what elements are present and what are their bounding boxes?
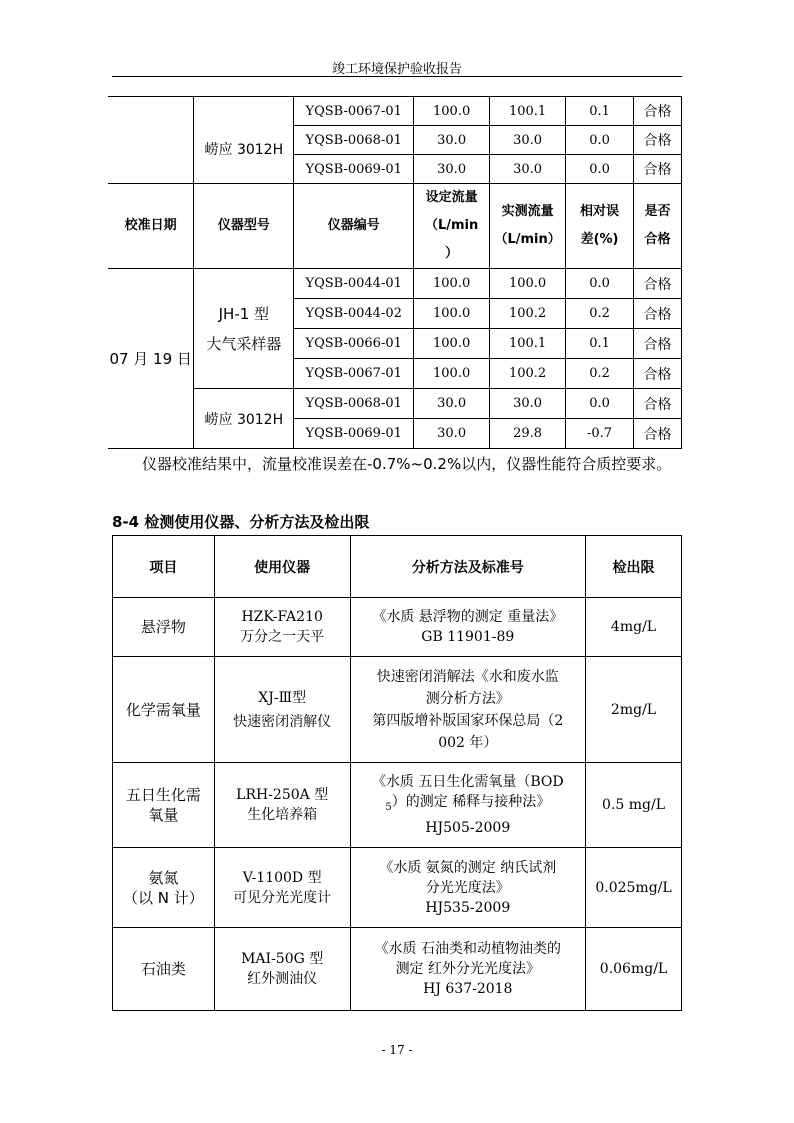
header-item: 项目 (113, 536, 215, 598)
measured-flow-cell: 29.8 (490, 419, 566, 449)
header-error-line: 差(%) (580, 232, 619, 247)
item-text: 氨氮 (148, 868, 179, 887)
header-model: 仪器型号 (194, 184, 294, 269)
method-line: 测定 红外分光光度法》 (395, 961, 541, 977)
number-cell: YQSB-0068-01 (294, 389, 414, 419)
section-heading: 8-4 检测使用仪器、分析方法及检出限 (112, 513, 370, 531)
method-line: GB 11901-89 (421, 629, 515, 645)
method-line: HJ 637-2018 (423, 981, 513, 997)
model-cell (194, 269, 294, 389)
item-cell (113, 763, 215, 848)
date-cell (108, 97, 194, 184)
calibration-table (108, 96, 682, 449)
table-row (108, 389, 682, 419)
header-method: 分析方法及标准号 (350, 536, 585, 598)
table-row (113, 657, 682, 763)
measured-flow-cell: 100.2 (490, 359, 566, 389)
method-line: 002 年） (438, 734, 498, 751)
model-cell: 崂应 3012H (194, 389, 294, 449)
page-number: - 17 - (381, 1043, 413, 1057)
method-line: HJ505-2009 (425, 819, 511, 836)
number-cell: YQSB-0066-01 (294, 329, 414, 359)
instrument-cell (214, 928, 350, 1011)
result-cell: 合格 (634, 269, 682, 299)
table-row (113, 848, 682, 928)
error-cell: 0.2 (566, 359, 634, 389)
error-cell: 0.0 (566, 126, 634, 155)
model-cell: 崂应 3012H (194, 97, 294, 184)
header-measured-flow-line: 实测流量 (501, 204, 554, 219)
method-cell (350, 763, 585, 848)
error-cell: 0.1 (566, 329, 634, 359)
header-error (566, 184, 634, 269)
measured-flow-cell: 100.1 (490, 97, 566, 126)
methods-table (112, 535, 682, 1011)
set-flow-cell: 30.0 (414, 155, 490, 184)
header-result (634, 184, 682, 269)
item-text: 五日生化需 (125, 786, 201, 804)
instrument-model: V-1100D 型 (242, 869, 322, 886)
header-measured-flow-line: （L/min） (494, 232, 561, 247)
result-cell: 合格 (634, 359, 682, 389)
table-header-row (113, 536, 682, 598)
header-set-flow-line: 设定流量 (425, 190, 478, 205)
model-line: JH-1 型 (218, 304, 270, 323)
table-header-row (108, 184, 682, 269)
header-result-line: 是否 (644, 204, 671, 219)
header-date: 校准日期 (108, 184, 194, 269)
instrument-cell (214, 598, 350, 657)
number-cell: YQSB-0069-01 (294, 419, 414, 449)
result-cell: 合格 (634, 329, 682, 359)
item-text: （以 N 计） (123, 888, 204, 907)
method-line: 《水质 悬浮物的测定 重量法》 (372, 609, 564, 625)
error-cell: 0.0 (566, 155, 634, 184)
result-cell: 合格 (634, 155, 682, 184)
item-text: 氧量 (148, 806, 179, 824)
item-text: 悬浮物 (140, 618, 186, 636)
result-cell: 合格 (634, 299, 682, 329)
instrument-name: 快速密闭消解仪 (233, 713, 332, 730)
limit-cell: 0.06mg/L (586, 928, 682, 1011)
header-limit: 检出限 (586, 536, 682, 598)
instrument-cell (214, 848, 350, 928)
table-row (108, 97, 682, 126)
method-line: 《水质 石油类和动植物油类的 (374, 941, 562, 957)
header-measured-flow (490, 184, 566, 269)
instrument-name: 万分之一天平 (240, 629, 325, 645)
method-line: 测分析方法》 (425, 690, 510, 707)
method-line: 快速密闭消解法《水和废水监 (376, 668, 559, 685)
limit-cell: 0.025mg/L (586, 848, 682, 928)
model-line: 大气采样器 (206, 334, 282, 353)
table-row (113, 598, 682, 657)
set-flow-cell: 100.0 (414, 329, 490, 359)
measured-flow-cell: 30.0 (490, 155, 566, 184)
limit-cell: 0.5 mg/L (586, 763, 682, 848)
number-cell: YQSB-0067-01 (294, 97, 414, 126)
table-row (113, 928, 682, 1011)
table-row (113, 763, 682, 848)
instrument-cell (214, 763, 350, 848)
measured-flow-cell: 30.0 (490, 126, 566, 155)
set-flow-cell: 100.0 (414, 97, 490, 126)
error-cell: 0.2 (566, 299, 634, 329)
error-cell: 0.0 (566, 269, 634, 299)
set-flow-cell: 100.0 (414, 269, 490, 299)
header-set-flow (414, 184, 490, 269)
method-line: 《水质 五日生化需氧量（BOD (371, 774, 564, 791)
set-flow-cell: 30.0 (414, 126, 490, 155)
header-result-line: 合格 (644, 232, 671, 247)
set-flow-cell: 30.0 (414, 419, 490, 449)
calibration-summary: 仪器校准结果中，流量校准误差在-0.7%~0.2%以内，仪器性能符合质控要求。 (142, 455, 672, 473)
header-set-flow-line: （L/min (424, 218, 479, 233)
limit-cell: 4mg/L (586, 598, 682, 657)
limit-cell: 2mg/L (586, 657, 682, 763)
error-cell: 0.1 (566, 97, 634, 126)
instrument-model: HZK-FA210 (241, 609, 323, 625)
item-text: 石油类 (140, 960, 186, 978)
set-flow-cell: 30.0 (414, 389, 490, 419)
set-flow-cell: 100.0 (414, 299, 490, 329)
header-divider (112, 76, 682, 77)
result-cell: 合格 (634, 389, 682, 419)
page-header: 竣工环境保护验收报告 (331, 62, 462, 77)
instrument-name: 红外测油仪 (247, 971, 318, 987)
number-cell: YQSB-0068-01 (294, 126, 414, 155)
header-instrument: 使用仪器 (214, 536, 350, 598)
set-flow-cell: 100.0 (414, 359, 490, 389)
method-line: 《水质 氨氮的测定 纳氏试剂 (379, 859, 557, 876)
method-text: ）的测定 稀释与接种法》 (391, 794, 551, 811)
method-line: 第四版增补版国家环保总局（2 (372, 712, 564, 729)
error-cell: 0.0 (566, 389, 634, 419)
instrument-model: MAI-50G 型 (241, 951, 324, 967)
measured-flow-cell: 100.1 (490, 329, 566, 359)
method-cell (350, 928, 585, 1011)
measured-flow-cell: 100.0 (490, 269, 566, 299)
number-cell: YQSB-0069-01 (294, 155, 414, 184)
instrument-name: 生化培养箱 (247, 807, 318, 823)
item-text: 化学需氧量 (125, 700, 201, 719)
item-cell (113, 928, 215, 1011)
number-cell: YQSB-0067-01 (294, 359, 414, 389)
number-cell: YQSB-0044-01 (294, 269, 414, 299)
subscript: 5 (385, 801, 392, 813)
result-cell: 合格 (634, 97, 682, 126)
method-cell (350, 657, 585, 763)
header-set-flow-line: ） (445, 246, 459, 261)
error-cell: -0.7 (566, 419, 634, 449)
measured-flow-cell: 30.0 (490, 389, 566, 419)
method-line: HJ535-2009 (425, 899, 511, 916)
date-cell: 07 月 19 日 (108, 269, 194, 449)
item-cell (113, 848, 215, 928)
table-row (108, 269, 682, 299)
method-cell (350, 598, 585, 657)
header-error-line: 相对误 (580, 204, 620, 219)
instrument-model: XJ-Ⅲ型 (258, 689, 307, 706)
item-cell (113, 657, 215, 763)
result-cell: 合格 (634, 419, 682, 449)
measured-flow-cell: 100.2 (490, 299, 566, 329)
method-cell (350, 848, 585, 928)
instrument-cell (214, 657, 350, 763)
instrument-model: LRH-250A 型 (236, 787, 329, 803)
item-cell (113, 598, 215, 657)
result-cell: 合格 (634, 126, 682, 155)
method-line: 分光光度法》 (425, 879, 510, 896)
number-cell: YQSB-0044-02 (294, 299, 414, 329)
header-number: 仪器编号 (294, 184, 414, 269)
method-line (351, 792, 585, 818)
instrument-name: 可见分光光度计 (233, 889, 332, 906)
